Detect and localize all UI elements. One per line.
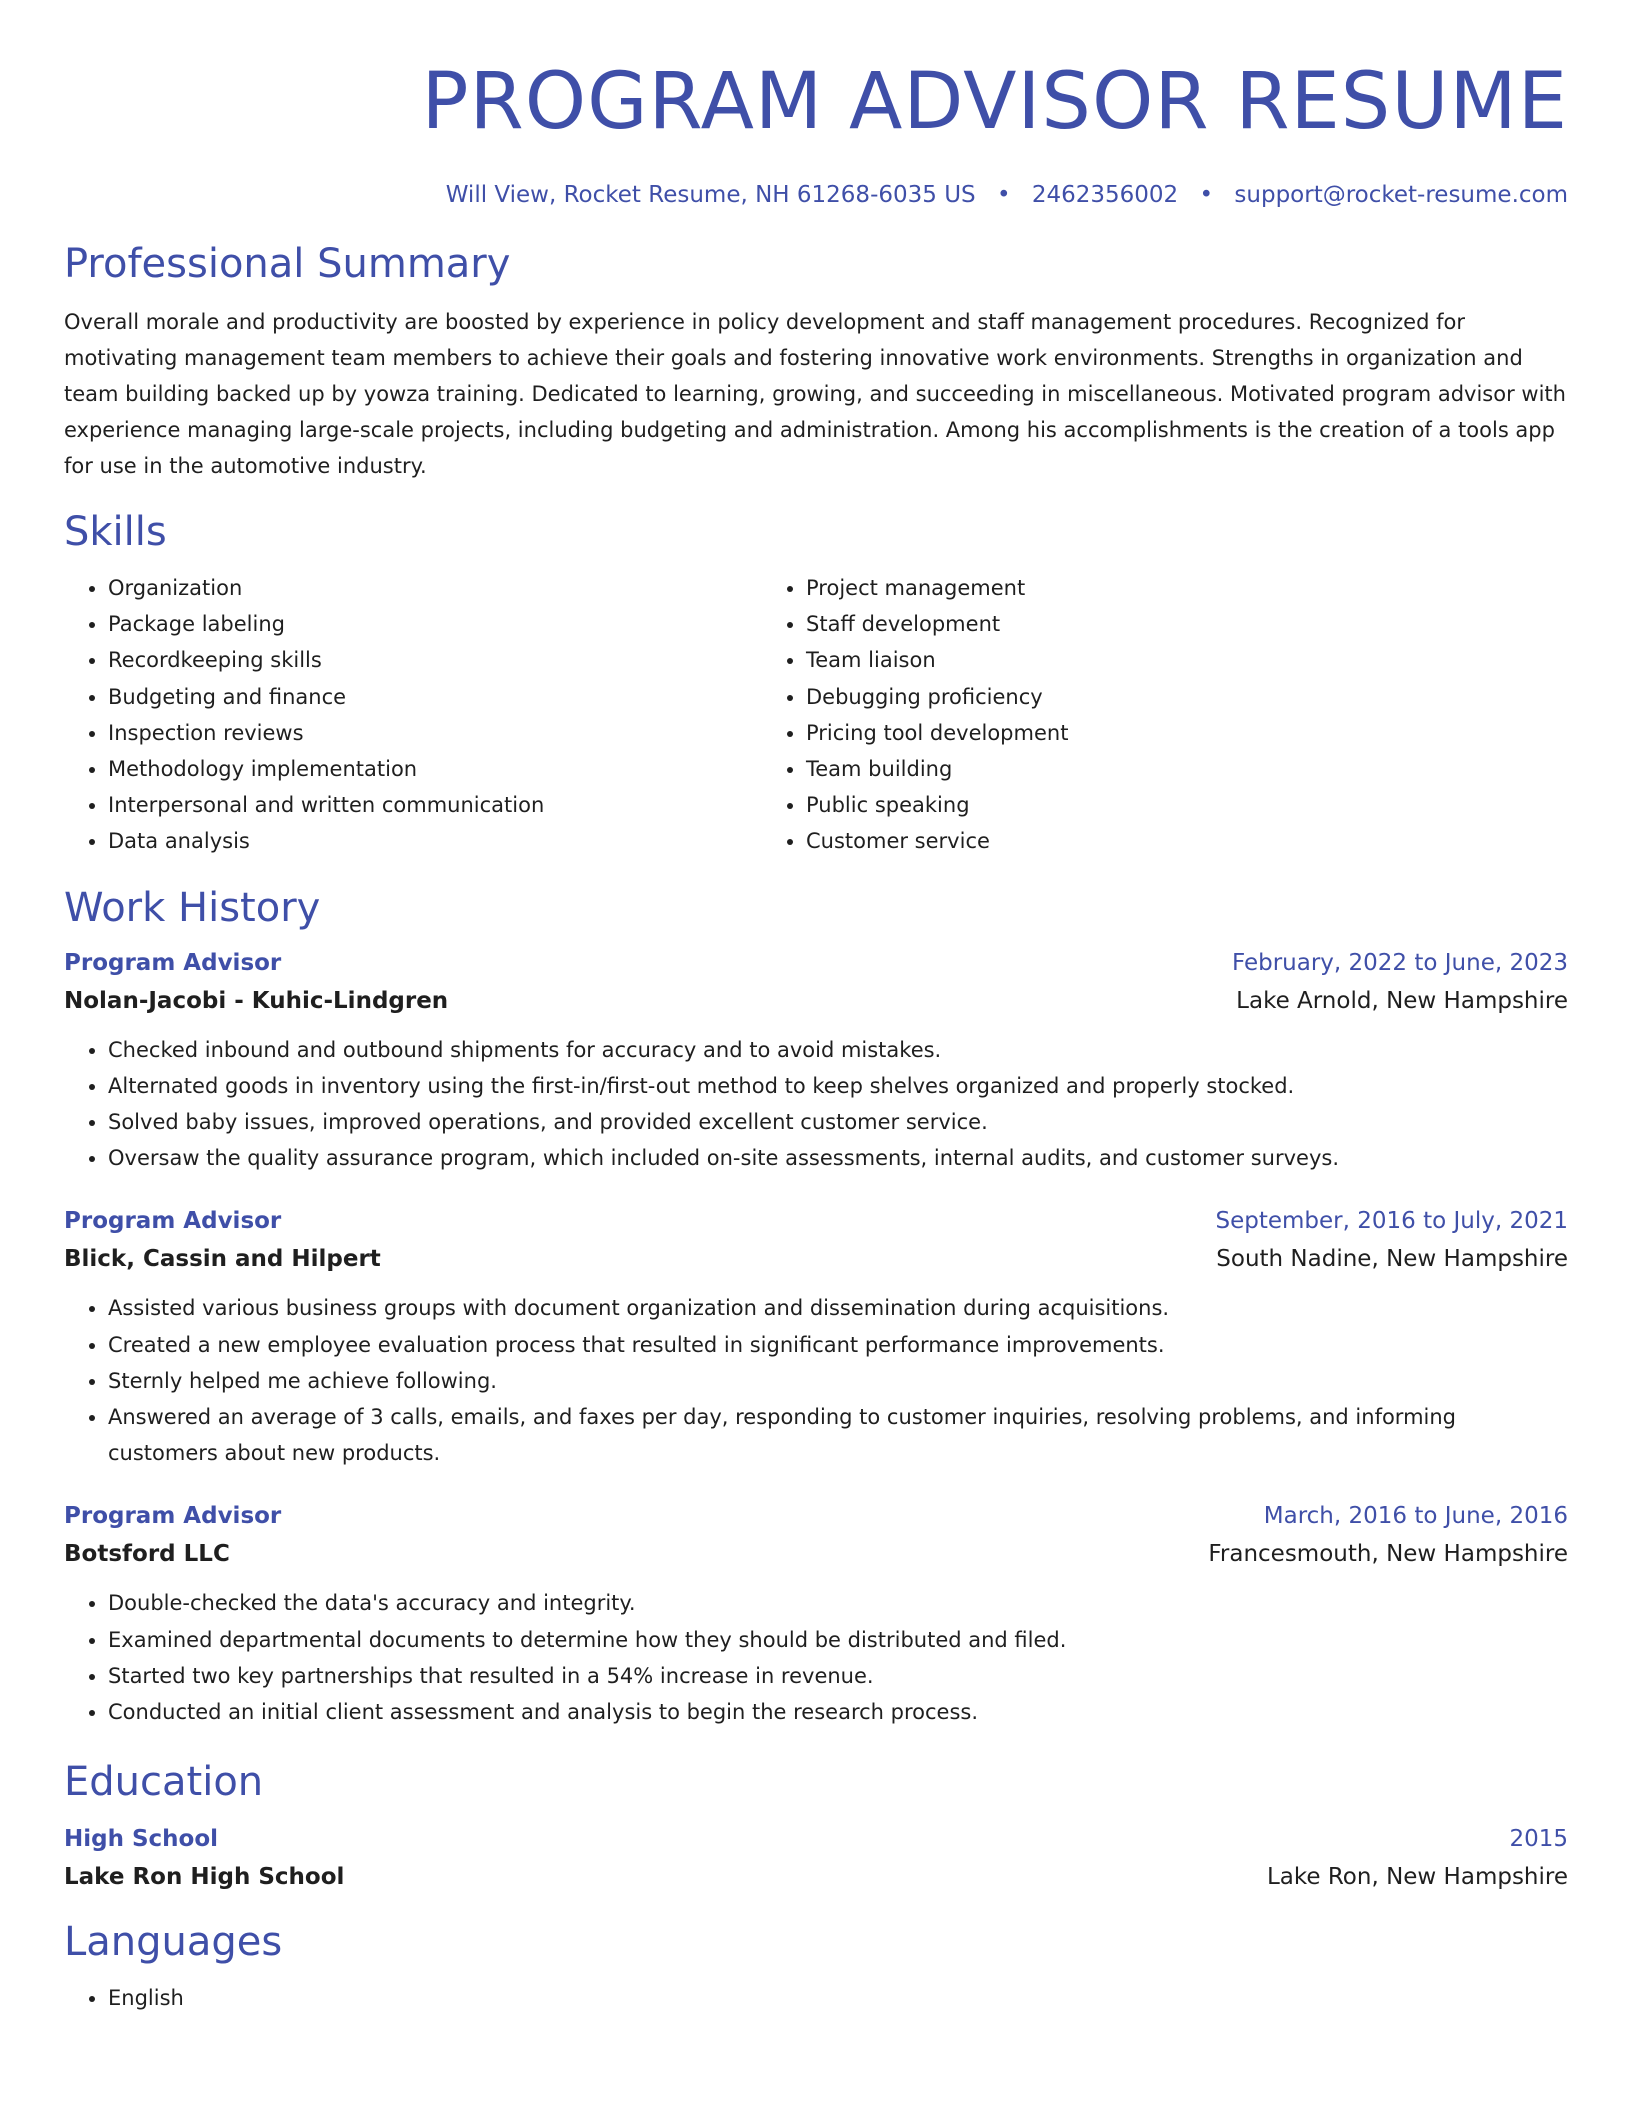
contact-separator: • <box>996 182 1011 208</box>
job-bullet: • Assisted various business groups with document organization and dissemination during acquisitions. <box>108 1290 1568 1326</box>
skill-item: • Methodology implementation <box>108 751 762 787</box>
skill-item: • Budgeting and finance <box>108 679 762 715</box>
job-title: Program Advisor <box>64 949 282 976</box>
languages-heading: Languages <box>64 1919 283 1966</box>
contact-line <box>64 180 1568 210</box>
job-dates: February, 2022 to June, 2023 <box>1231 949 1568 976</box>
resume-page <box>64 0 1568 2016</box>
skill-item: • Project management <box>806 570 1568 606</box>
job-bullet: • Oversaw the quality assurance program, which included on-site assessments, internal audits, and customer surveys. <box>108 1140 1568 1176</box>
job-header-row <box>64 1497 1568 1535</box>
skill-item: • Pricing tool development <box>806 715 1568 751</box>
education-header-row <box>64 1820 1568 1858</box>
summary-text: Overall morale and productivity are boosted by experience in policy development and staff management procedures. Recognized for motivating management team members to achieve their goals and fostering innovative work environments. Strengths in organization and team building backed up by yowza training. Dedicated to learning, growing, and succeeding in miscellaneous. Motivated program advisor with experience managing large-scale projects, including budgeting and administration. Among his accomplishments is the creation of a tools app for use in the automotive industry. <box>64 310 1566 478</box>
job-company-row <box>64 1240 1568 1278</box>
education-year: 2015 <box>1509 1826 1568 1853</box>
contact-address: Will View, Rocket Resume, NH 61268-6035 US <box>445 182 976 208</box>
skill-item: • Public speaking <box>806 787 1568 823</box>
job-title: Program Advisor <box>64 1208 282 1235</box>
contact-email: support@rocket-resume.com <box>1234 182 1568 208</box>
job-location: Francesmouth, New Hampshire <box>1208 1541 1568 1568</box>
skill-item: • Customer service <box>806 823 1568 859</box>
education-degree: High School <box>64 1826 219 1853</box>
job-bullet: • Checked inbound and outbound shipments for accuracy and to avoid mistakes. <box>108 1032 1568 1068</box>
job-bullet: • Alternated goods in inventory using the first-in/first-out method to keep shelves organized and properly stocked. <box>108 1068 1568 1104</box>
job-bullet: • Answered an average of 3 calls, emails, and faxes per day, responding to customer inquiries, resolving problems, and informing customers about new products. <box>108 1399 1568 1471</box>
job-title: Program Advisor <box>64 1503 282 1530</box>
education-entry <box>64 1820 1568 1896</box>
job-header-row <box>64 1202 1568 1240</box>
job-bullet: • Examined departmental documents to determine how they should be distributed and filed. <box>108 1622 1568 1658</box>
job-dates: March, 2016 to June, 2016 <box>1263 1503 1568 1530</box>
contact-separator: • <box>1199 182 1214 208</box>
skills-columns <box>64 570 1568 860</box>
skills-heading: Skills <box>64 509 167 555</box>
skills-list-left <box>64 570 762 860</box>
languages-list <box>64 1980 1568 2016</box>
job-location: Lake Arnold, New Hampshire <box>1236 987 1568 1014</box>
work-history-heading: Work History <box>64 884 321 931</box>
job-bullet: • Solved baby issues, improved operations, and provided excellent customer service. <box>108 1104 1568 1140</box>
skill-item: • Team liaison <box>806 642 1568 678</box>
skill-item: • Data analysis <box>108 823 762 859</box>
job-bullet-list <box>64 1585 1568 1730</box>
skill-item: • Team building <box>806 751 1568 787</box>
job-entry <box>64 1202 1568 1471</box>
skill-item: • Interpersonal and written communication <box>108 787 762 823</box>
job-entry <box>64 944 1568 1177</box>
job-bullet: • Conducted an initial client assessment and analysis to begin the research process. <box>108 1694 1568 1730</box>
education-school: Lake Ron High School <box>64 1864 345 1891</box>
skill-item: • Debugging proficiency <box>806 679 1568 715</box>
skill-item: • Staff development <box>806 606 1568 642</box>
job-header-row <box>64 944 1568 982</box>
job-bullet: • Started two key partnerships that resulted in a 54% increase in revenue. <box>108 1658 1568 1694</box>
contact-phone: 2462356002 <box>1031 182 1179 208</box>
job-company: Nolan-Jacobi - Kuhic-Lindgren <box>64 987 449 1014</box>
education-heading: Education <box>64 1759 264 1806</box>
education-location: Lake Ron, New Hampshire <box>1266 1864 1568 1891</box>
education-school-row <box>64 1858 1568 1896</box>
resume-title: PROGRAM ADVISOR RESUME <box>421 57 1568 147</box>
skill-item: • Organization <box>108 570 762 606</box>
skills-list-right <box>762 570 1568 860</box>
skill-item: • Inspection reviews <box>108 715 762 751</box>
job-bullet-list <box>64 1290 1568 1471</box>
job-bullet: • Sternly helped me achieve following. <box>108 1363 1568 1399</box>
job-company-row <box>64 1535 1568 1573</box>
job-company: Botsford LLC <box>64 1541 230 1568</box>
skill-item: • Package labeling <box>108 606 762 642</box>
job-location: South Nadine, New Hampshire <box>1216 1246 1568 1273</box>
job-company-row <box>64 982 1568 1020</box>
job-entry <box>64 1497 1568 1730</box>
job-company: Blick, Cassin and Hilpert <box>64 1246 381 1273</box>
language-item: • English <box>108 1980 1568 2016</box>
summary-heading: Professional Summary <box>64 241 511 287</box>
skill-item: • Recordkeeping skills <box>108 642 762 678</box>
job-bullet: • Created a new employee evaluation process that resulted in significant performance improvements. <box>108 1327 1568 1363</box>
job-bullet: • Double-checked the data's accuracy and integrity. <box>108 1585 1568 1621</box>
job-dates: September, 2016 to July, 2021 <box>1215 1208 1568 1235</box>
job-bullet-list <box>64 1032 1568 1177</box>
